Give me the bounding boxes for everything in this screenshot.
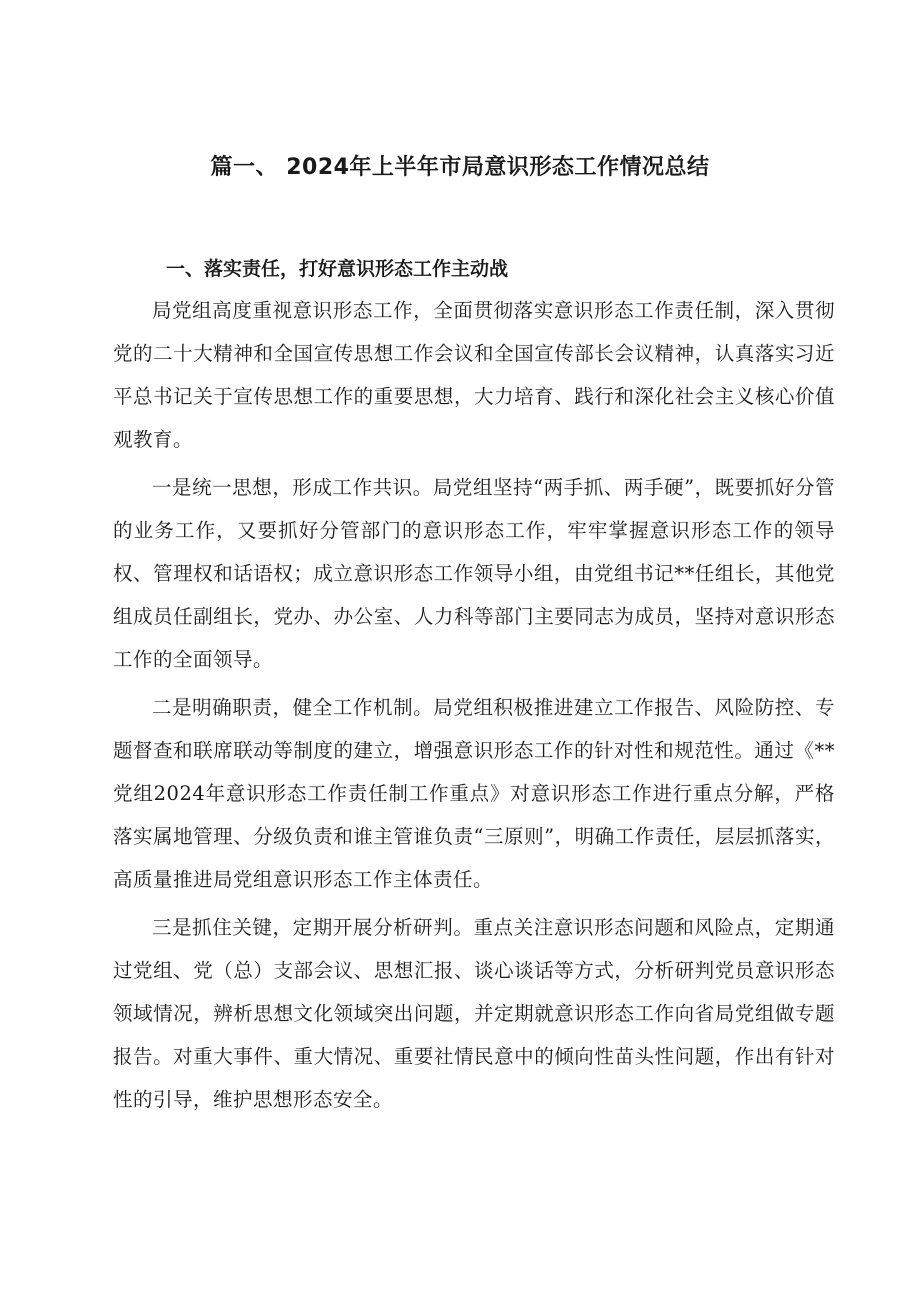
document-body <box>113 289 835 1126</box>
paragraph: 三是抓住关键，定期开展分析研判。重点关注意识形态问题和风险点，定期通过党组、党（总）支部会议、思想汇报、谈心谈话等方式，分析研判党员意识形态领域情况，辨析思想文化领域突出问题，并定期就意识形态工作向省局党组做专题报告。对重大事件、重大情况、重要社情民意中的倾向性苗头性问题，作出有针对性的引导，维护思想形态安全。 <box>113 916 835 1111</box>
paragraph: 一是统一思想，形成工作共识。局党组坚持“两手抓、两手硬”，既要抓好分管的业务工作，又要抓好分管部门的意识形态工作，牢牢掌握意识形态工作的领导权、管理权和话语权；成立意识形态工作领导小组，由党组书记**任组长，其他党组成员任副组长，党办、办公室、人力科等部门主要同志为成员，坚持对意识形态工作的全面领导。 <box>113 476 835 671</box>
paragraph: 局党组高度重视意识形态工作，全面贯彻落实意识形态工作责任制，深入贯彻党的二十大精神和全国宣传思想工作会议和全国宣传部长会议精神，认真落实习近平总书记关于宣传思想工作的重要思想，大力培育、践行和深化社会主义核心价值观教育。 <box>113 299 835 451</box>
document-title: 篇一、 2024年上半年市局意识形态工作情况总结 <box>210 155 710 180</box>
paragraph: 二是明确职责，健全工作机制。局党组积极推进建立工作报告、风险防控、专题督查和联席联动等制度的建立，增强意识形态工作的针对性和规范性。通过《**党组2024年意识形态工作责任制工作重点》对意识形态工作进行重点分解，严格落实属地管理、分级负责和谁主管谁负责“三原则”，明确工作责任，层层抓落实，高质量推进局党组意识形态工作主体责任。 <box>113 696 835 891</box>
section-heading: 一、落实责任，打好意识形态工作主动战 <box>166 258 509 280</box>
